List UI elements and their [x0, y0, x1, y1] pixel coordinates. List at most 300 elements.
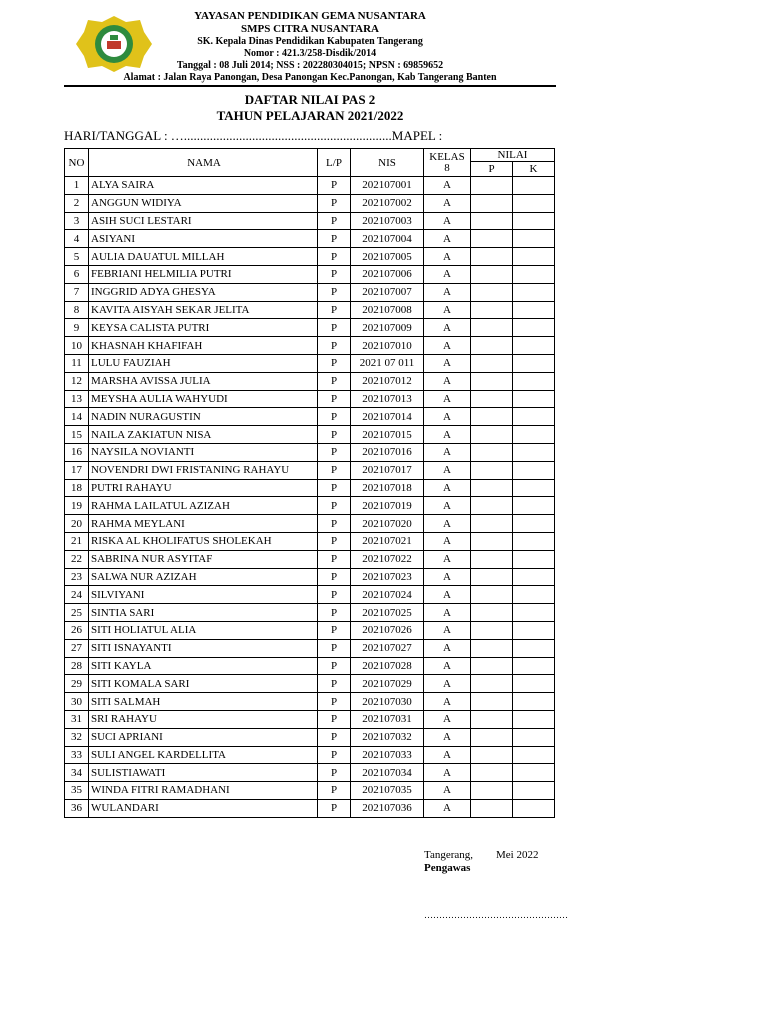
student-gender: P [318, 639, 351, 657]
score-k-cell[interactable] [513, 728, 555, 746]
student-class: A [424, 586, 471, 604]
table-row [65, 177, 555, 195]
table-row [65, 586, 555, 604]
student-gender: P [318, 675, 351, 693]
table-row [65, 621, 555, 639]
school-ids: Tanggal : 08 Juli 2014; NSS : 202280304015; NPSN : 69859652 [176, 60, 444, 71]
student-nis: 202107031 [351, 710, 424, 728]
student-class: A [424, 461, 471, 479]
student-class: A [424, 693, 471, 711]
header-score-p: P [471, 162, 513, 177]
row-no: 23 [65, 568, 89, 586]
student-name: SABRINA NUR ASYITAF [89, 550, 318, 568]
score-p-cell[interactable] [471, 372, 513, 390]
grades-table [64, 148, 555, 818]
student-class: A [424, 604, 471, 622]
score-k-cell[interactable] [513, 372, 555, 390]
student-name: RISKA AL KHOLIFATUS SHOLEKAH [89, 532, 318, 550]
student-gender: P [318, 461, 351, 479]
student-gender: P [318, 230, 351, 248]
header-score-k: K [513, 162, 555, 177]
table-row [65, 248, 555, 266]
header-class-label: KELAS [429, 150, 465, 163]
student-class: A [424, 799, 471, 817]
student-name: ANGGUN WIDIYA [89, 194, 318, 212]
score-p-cell[interactable] [471, 657, 513, 675]
row-no: 33 [65, 746, 89, 764]
student-class: A [424, 550, 471, 568]
student-gender: P [318, 604, 351, 622]
score-k-cell[interactable] [513, 177, 555, 195]
score-p-cell[interactable] [471, 248, 513, 266]
table-row [65, 230, 555, 248]
signature-date: Mei 2022 [496, 849, 539, 861]
table-row [65, 550, 555, 568]
score-p-cell[interactable] [471, 390, 513, 408]
row-no: 24 [65, 586, 89, 604]
row-no: 18 [65, 479, 89, 497]
score-k-cell[interactable] [513, 764, 555, 782]
letterhead [64, 8, 556, 87]
score-p-cell[interactable] [471, 408, 513, 426]
student-gender: P [318, 372, 351, 390]
student-class: A [424, 782, 471, 800]
student-name: NOVENDRI DWI FRISTANING RAHAYU [89, 461, 318, 479]
foundation-name: YAYASAN PENDIDIKAN GEMA NUSANTARA [194, 10, 426, 22]
student-nis: 202107025 [351, 604, 424, 622]
student-nis: 202107035 [351, 782, 424, 800]
student-nis: 202107032 [351, 728, 424, 746]
student-name: MEYSHA AULIA WAHYUDI [89, 390, 318, 408]
score-p-cell[interactable] [471, 764, 513, 782]
score-p-cell[interactable] [471, 728, 513, 746]
row-no: 25 [65, 604, 89, 622]
score-p-cell[interactable] [471, 497, 513, 515]
student-gender: P [318, 443, 351, 461]
row-no: 26 [65, 621, 89, 639]
school-name: SMPS CITRA NUSANTARA [241, 23, 379, 35]
score-p-cell[interactable] [471, 194, 513, 212]
student-nis: 202107034 [351, 764, 424, 782]
row-no: 9 [65, 319, 89, 337]
table-row [65, 568, 555, 586]
row-no: 35 [65, 782, 89, 800]
student-nis: 202107006 [351, 265, 424, 283]
score-p-cell[interactable] [471, 212, 513, 230]
row-no: 22 [65, 550, 89, 568]
score-p-cell[interactable] [471, 746, 513, 764]
table-row [65, 479, 555, 497]
score-k-cell[interactable] [513, 461, 555, 479]
student-name: SITI KAYLA [89, 657, 318, 675]
student-nis: 202107020 [351, 515, 424, 533]
student-name: SULISTIAWATI [89, 764, 318, 782]
score-k-cell[interactable] [513, 354, 555, 372]
score-k-cell[interactable] [513, 212, 555, 230]
student-name: KAVITA AISYAH SEKAR JELITA [89, 301, 318, 319]
table-row [65, 710, 555, 728]
score-k-cell[interactable] [513, 248, 555, 266]
score-k-cell[interactable] [513, 746, 555, 764]
score-p-cell[interactable] [471, 710, 513, 728]
student-nis: 202107019 [351, 497, 424, 515]
score-k-cell[interactable] [513, 283, 555, 301]
student-name: SITI HOLIATUL ALIA [89, 621, 318, 639]
student-class: A [424, 479, 471, 497]
score-k-cell[interactable] [513, 782, 555, 800]
student-name: NADIN NURAGUSTIN [89, 408, 318, 426]
student-gender: P [318, 212, 351, 230]
student-gender: P [318, 265, 351, 283]
score-p-cell[interactable] [471, 515, 513, 533]
student-name: RAHMA LAILATUL AZIZAH [89, 497, 318, 515]
student-nis: 202107014 [351, 408, 424, 426]
student-gender: P [318, 319, 351, 337]
student-class: A [424, 675, 471, 693]
row-no: 11 [65, 354, 89, 372]
student-gender: P [318, 390, 351, 408]
table-row [65, 461, 555, 479]
student-nis: 202107001 [351, 177, 424, 195]
score-k-cell[interactable] [513, 337, 555, 355]
day-date-subject-line: HARI/TANGGAL : …................................................................MAPEL : [64, 128, 443, 143]
score-k-cell[interactable] [513, 532, 555, 550]
student-nis: 202107023 [351, 568, 424, 586]
row-no: 10 [65, 337, 89, 355]
score-p-cell[interactable] [471, 319, 513, 337]
student-gender: P [318, 408, 351, 426]
score-k-cell[interactable] [513, 568, 555, 586]
student-nis: 202107009 [351, 319, 424, 337]
score-p-cell[interactable] [471, 265, 513, 283]
student-name: MARSHA AVISSA JULIA [89, 372, 318, 390]
student-class: A [424, 408, 471, 426]
student-nis: 202107026 [351, 621, 424, 639]
score-k-cell[interactable] [513, 693, 555, 711]
row-no: 2 [65, 194, 89, 212]
score-p-cell[interactable] [471, 550, 513, 568]
student-nis: 202107036 [351, 799, 424, 817]
student-gender: P [318, 515, 351, 533]
row-no: 14 [65, 408, 89, 426]
student-nis: 202107016 [351, 443, 424, 461]
signature-role: Pengawas [424, 862, 471, 874]
table-row [65, 372, 555, 390]
student-gender: P [318, 550, 351, 568]
student-class: A [424, 621, 471, 639]
table-row [65, 782, 555, 800]
score-p-cell[interactable] [471, 301, 513, 319]
score-p-cell[interactable] [471, 532, 513, 550]
score-k-cell[interactable] [513, 710, 555, 728]
table-row [65, 657, 555, 675]
student-gender: P [318, 764, 351, 782]
row-no: 28 [65, 657, 89, 675]
score-p-cell[interactable] [471, 426, 513, 444]
student-class: A [424, 230, 471, 248]
student-class: A [424, 212, 471, 230]
row-no: 12 [65, 372, 89, 390]
score-k-cell[interactable] [513, 230, 555, 248]
signature-line: ………………………………………… [424, 910, 568, 920]
student-class: A [424, 532, 471, 550]
score-p-cell[interactable] [471, 461, 513, 479]
student-gender: P [318, 621, 351, 639]
document-subtitle: TAHUN PELAJARAN 2021/2022 [216, 108, 404, 123]
table-row [65, 426, 555, 444]
student-nis: 202107027 [351, 639, 424, 657]
score-p-cell[interactable] [471, 586, 513, 604]
score-p-cell[interactable] [471, 639, 513, 657]
score-k-cell[interactable] [513, 657, 555, 675]
student-name: SITI ISNAYANTI [89, 639, 318, 657]
student-gender: P [318, 799, 351, 817]
score-k-cell[interactable] [513, 621, 555, 639]
decree-number: Nomor : 421.3/258-Disdik/2014 [243, 48, 377, 59]
student-name: NAILA ZAKIATUN NISA [89, 426, 318, 444]
student-gender: P [318, 177, 351, 195]
row-no: 19 [65, 497, 89, 515]
table-row [65, 354, 555, 372]
row-no: 21 [65, 532, 89, 550]
student-class: A [424, 515, 471, 533]
student-name: SITI KOMALA SARI [89, 675, 318, 693]
score-p-cell[interactable] [471, 782, 513, 800]
student-gender: P [318, 657, 351, 675]
student-name: ASIH SUCI LESTARI [89, 212, 318, 230]
student-gender: P [318, 337, 351, 355]
table-row [65, 443, 555, 461]
student-class: A [424, 639, 471, 657]
student-nis: 202107024 [351, 586, 424, 604]
row-no: 27 [65, 639, 89, 657]
student-class: A [424, 337, 471, 355]
score-k-cell[interactable] [513, 319, 555, 337]
score-k-cell[interactable] [513, 426, 555, 444]
row-no: 13 [65, 390, 89, 408]
student-nis: 2021 07 011 [351, 354, 424, 372]
header-gender: L/P [318, 149, 351, 177]
table-row [65, 390, 555, 408]
row-no: 31 [65, 710, 89, 728]
decree-line: SK. Kepala Dinas Pendidikan Kabupaten Tangerang [197, 36, 423, 47]
signature-place: Tangerang, [424, 849, 474, 861]
student-gender: P [318, 710, 351, 728]
student-class: A [424, 319, 471, 337]
score-p-cell[interactable] [471, 230, 513, 248]
student-name: SITI SALMAH [89, 693, 318, 711]
row-no: 30 [65, 693, 89, 711]
student-nis: 202107013 [351, 390, 424, 408]
student-gender: P [318, 586, 351, 604]
score-p-cell[interactable] [471, 443, 513, 461]
row-no: 32 [65, 728, 89, 746]
score-p-cell[interactable] [471, 283, 513, 301]
student-nis: 202107017 [351, 461, 424, 479]
student-class: A [424, 746, 471, 764]
student-name: SINTIA SARI [89, 604, 318, 622]
student-class: A [424, 426, 471, 444]
header-class-value: 8 [444, 161, 450, 174]
student-name: FEBRIANI HELMILIA PUTRI [89, 265, 318, 283]
row-no: 17 [65, 461, 89, 479]
row-no: 20 [65, 515, 89, 533]
score-p-cell[interactable] [471, 621, 513, 639]
student-nis: 202107030 [351, 693, 424, 711]
student-name: INGGRID ADYA GHESYA [89, 283, 318, 301]
score-p-cell[interactable] [471, 675, 513, 693]
student-class: A [424, 710, 471, 728]
student-class: A [424, 177, 471, 195]
student-name: WINDA FITRI RAMADHANI [89, 782, 318, 800]
student-class: A [424, 390, 471, 408]
student-class: A [424, 764, 471, 782]
score-k-cell[interactable] [513, 443, 555, 461]
student-class: A [424, 497, 471, 515]
student-nis: 202107002 [351, 194, 424, 212]
table-row [65, 799, 555, 817]
score-k-cell[interactable] [513, 675, 555, 693]
student-name: PUTRI RAHAYU [89, 479, 318, 497]
student-gender: P [318, 532, 351, 550]
student-name: KEYSA CALISTA PUTRI [89, 319, 318, 337]
student-name: WULANDARI [89, 799, 318, 817]
row-no: 1 [65, 177, 89, 195]
row-no: 5 [65, 248, 89, 266]
student-gender: P [318, 693, 351, 711]
student-class: A [424, 568, 471, 586]
student-nis: 202107004 [351, 230, 424, 248]
student-class: A [424, 248, 471, 266]
student-name: RAHMA MEYLANI [89, 515, 318, 533]
table-row [65, 532, 555, 550]
table-row [65, 319, 555, 337]
student-name: SRI RAHAYU [89, 710, 318, 728]
student-class: A [424, 354, 471, 372]
table-row [65, 693, 555, 711]
student-name: SALWA NUR AZIZAH [89, 568, 318, 586]
score-p-cell[interactable] [471, 604, 513, 622]
student-class: A [424, 657, 471, 675]
student-nis: 202107018 [351, 479, 424, 497]
student-nis: 202107007 [351, 283, 424, 301]
table-row [65, 265, 555, 283]
row-no: 15 [65, 426, 89, 444]
score-k-cell[interactable] [513, 479, 555, 497]
table-row [65, 283, 555, 301]
score-p-cell[interactable] [471, 354, 513, 372]
student-gender: P [318, 354, 351, 372]
row-no: 29 [65, 675, 89, 693]
student-gender: P [318, 568, 351, 586]
student-name: SILVIYANI [89, 586, 318, 604]
student-nis: 202107012 [351, 372, 424, 390]
score-k-cell[interactable] [513, 301, 555, 319]
row-no: 3 [65, 212, 89, 230]
header-class [424, 149, 471, 177]
student-gender: P [318, 479, 351, 497]
score-k-cell[interactable] [513, 390, 555, 408]
student-name: KHASNAH KHAFIFAH [89, 337, 318, 355]
student-nis: 202107015 [351, 426, 424, 444]
student-class: A [424, 443, 471, 461]
row-no: 36 [65, 799, 89, 817]
table-row [65, 194, 555, 212]
student-name: ALYA SAIRA [89, 177, 318, 195]
student-class: A [424, 283, 471, 301]
score-k-cell[interactable] [513, 604, 555, 622]
student-class: A [424, 265, 471, 283]
score-k-cell[interactable] [513, 194, 555, 212]
row-no: 4 [65, 230, 89, 248]
score-k-cell[interactable] [513, 408, 555, 426]
score-p-cell[interactable] [471, 177, 513, 195]
student-gender: P [318, 248, 351, 266]
student-nis: 202107029 [351, 675, 424, 693]
score-k-cell[interactable] [513, 550, 555, 568]
student-nis: 202107021 [351, 532, 424, 550]
student-name: LULU FAUZIAH [89, 354, 318, 372]
score-k-cell[interactable] [513, 497, 555, 515]
table-row [65, 604, 555, 622]
header-nis: NIS [351, 149, 424, 177]
score-p-cell[interactable] [471, 479, 513, 497]
student-nis: 202107033 [351, 746, 424, 764]
header-name: NAMA [89, 149, 318, 177]
student-gender: P [318, 728, 351, 746]
table-row [65, 497, 555, 515]
table-row [65, 639, 555, 657]
row-no: 34 [65, 764, 89, 782]
table-row [65, 515, 555, 533]
score-p-cell[interactable] [471, 799, 513, 817]
student-nis: 202107010 [351, 337, 424, 355]
row-no: 16 [65, 443, 89, 461]
header-score: NILAI [471, 149, 555, 162]
score-k-cell[interactable] [513, 639, 555, 657]
student-name: AULIA DAUATUL MILLAH [89, 248, 318, 266]
student-nis: 202107003 [351, 212, 424, 230]
table-row [65, 764, 555, 782]
score-p-cell[interactable] [471, 337, 513, 355]
table-row [65, 301, 555, 319]
student-gender: P [318, 283, 351, 301]
student-nis: 202107008 [351, 301, 424, 319]
score-k-cell[interactable] [513, 586, 555, 604]
student-nis: 202107022 [351, 550, 424, 568]
student-gender: P [318, 497, 351, 515]
student-nis: 202107028 [351, 657, 424, 675]
row-no: 6 [65, 265, 89, 283]
student-class: A [424, 194, 471, 212]
student-name: ASIYANI [89, 230, 318, 248]
score-k-cell[interactable] [513, 799, 555, 817]
table-row [65, 408, 555, 426]
score-p-cell[interactable] [471, 693, 513, 711]
student-nis: 202107005 [351, 248, 424, 266]
student-gender: P [318, 426, 351, 444]
table-row [65, 675, 555, 693]
score-k-cell[interactable] [513, 265, 555, 283]
student-class: A [424, 301, 471, 319]
table-row [65, 212, 555, 230]
student-gender: P [318, 194, 351, 212]
score-p-cell[interactable] [471, 568, 513, 586]
score-k-cell[interactable] [513, 515, 555, 533]
row-no: 8 [65, 301, 89, 319]
student-class: A [424, 372, 471, 390]
student-name: SULI ANGEL KARDELLITA [89, 746, 318, 764]
